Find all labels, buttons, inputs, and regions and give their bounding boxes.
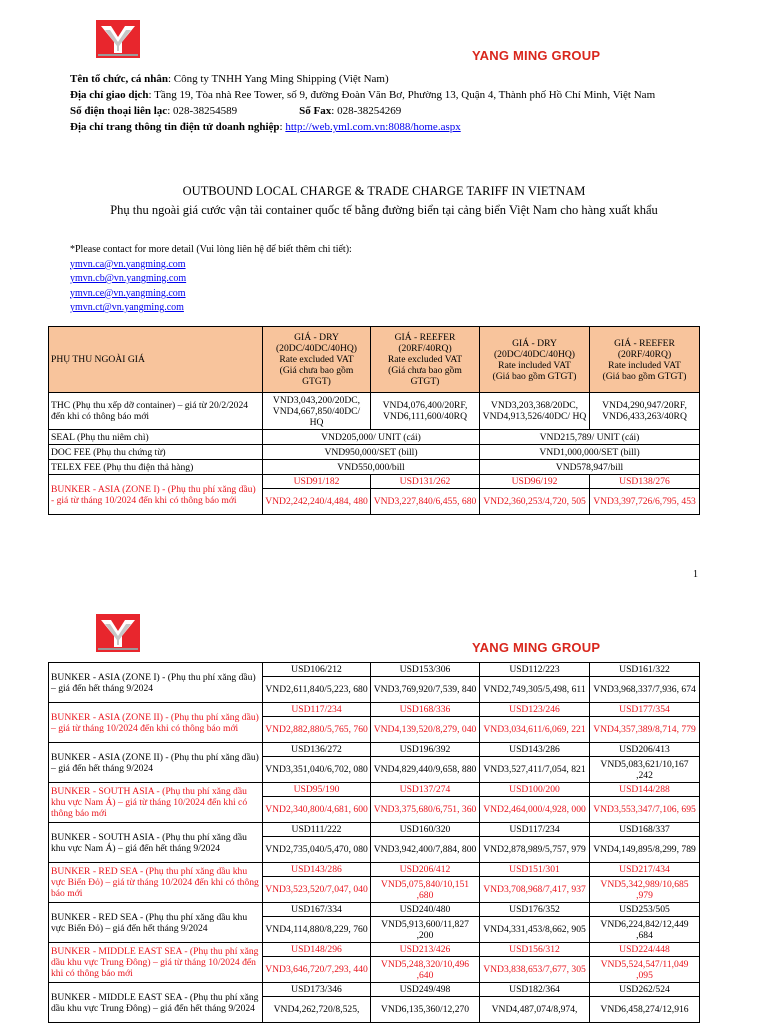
title-english: OUTBOUND LOCAL CHARGE & TRADE CHARGE TARIFF IN VIETNAM <box>182 184 586 198</box>
org-label: Tên tổ chức, cá nhân <box>70 73 168 85</box>
table-cell: USD143/286 <box>480 743 590 757</box>
table-cell: USD176/352 <box>480 903 590 917</box>
table-cell: VND3,034,611/6,069, 221 <box>480 717 590 743</box>
table-cell: USD167/334 <box>263 903 371 917</box>
table-cell: USD156/312 <box>480 943 590 957</box>
row-label: BUNKER - MIDDLE EAST SEA - (Phụ thu phí xăng dầu khu vực Trung Đông) – giá từ tháng 10/2024 đến khi có thông báo mới <box>49 943 263 983</box>
table-row <box>49 475 700 489</box>
table-cell: USD249/498 <box>371 983 480 997</box>
table-cell: USD153/306 <box>371 663 480 677</box>
yang-ming-logo <box>96 614 140 652</box>
table-cell: USD177/354 <box>590 703 700 717</box>
yang-ming-logo <box>96 20 140 58</box>
table-row <box>49 823 700 837</box>
table-cell: USD161/322 <box>590 663 700 677</box>
table-cell: USD173/346 <box>263 983 371 997</box>
table-cell: USD117/234 <box>263 703 371 717</box>
row-label: BUNKER - RED SEA - (Phụ thu phí xăng dầu khu vực Biển Đỏ) – giá từ tháng 10/2024 đến khi có thông báo mới <box>49 863 263 903</box>
row-label: THC (Phụ thu xếp dỡ container) – giá từ 20/2/2024 đến khi có thông báo mới <box>49 393 263 430</box>
tariff-table-1 <box>48 326 700 515</box>
table-header-row <box>49 327 700 393</box>
table-cell: VND4,149,895/8,299, 789 <box>590 837 700 863</box>
table-cell: USD160/320 <box>371 823 480 837</box>
table-cell: USD213/426 <box>371 943 480 957</box>
table-cell: VND1,000,000/SET (bill) <box>480 445 700 460</box>
row-label: BUNKER - ASIA (ZONE II) - (Phụ thu phí xăng dầu) – giá từ tháng 10/2024 đến khi có thông báo mới <box>49 703 263 743</box>
table-row <box>49 430 700 445</box>
table-cell: USD217/434 <box>590 863 700 877</box>
website-row <box>70 119 655 135</box>
table-cell: VND3,527,411/7,054, 821 <box>480 757 590 783</box>
table-cell: USD137/274 <box>371 783 480 797</box>
table-cell: USD138/276 <box>590 475 700 489</box>
table-cell: USD224/448 <box>590 943 700 957</box>
column-header: GIÁ - REEFER (20RF/40RQ) Rate excluded VAT (Giá chưa bao gồm GTGT) <box>371 327 480 393</box>
table-cell: VND5,075,840/10,151 ,680 <box>371 877 480 903</box>
table-cell: VND2,749,305/5,498, 611 <box>480 677 590 703</box>
table-cell: USD206/412 <box>371 863 480 877</box>
table-cell: VND3,968,337/7,936, 674 <box>590 677 700 703</box>
table-cell: USD168/337 <box>590 823 700 837</box>
phone-value: : 028-38254589 <box>167 105 238 117</box>
email-link[interactable]: ymvn.ct@vn.yangming.com <box>70 302 184 313</box>
row-label: BUNKER - RED SEA - (Phụ thu phí xăng dầu khu vực Biển Đỏ) – giá đến hết tháng 9/2024 <box>49 903 263 943</box>
table-cell: VND3,838,653/7,677, 305 <box>480 957 590 983</box>
table-cell: VND2,360,253/4,720, 505 <box>480 489 590 515</box>
table-cell: VND950,000/SET (bill) <box>263 445 480 460</box>
table-cell: USD196/392 <box>371 743 480 757</box>
table-cell: USD206/413 <box>590 743 700 757</box>
address-row <box>70 87 655 103</box>
row-label: BUNKER - ASIA (ZONE II) - (Phụ thu phí xăng dầu) – giá đến hết tháng 9/2024 <box>49 743 263 783</box>
address-value: : Tầng 19, Tòa nhà Ree Tower, số 9, đường Đoàn Văn Bơ, Phường 13, Quận 4, Thành phố Hồ Chí Minh, Việt Nam <box>148 89 656 101</box>
row-label: BUNKER - MIDDLE EAST SEA - (Phụ thu phí xăng dầu khu vực Trung Đông) – giá đến hết tháng 9/2024 <box>49 983 263 1023</box>
table-cell: VND205,000/ UNIT (cái) <box>263 430 480 445</box>
table-cell: VND4,357,389/8,714, 779 <box>590 717 700 743</box>
table-cell: USD111/222 <box>263 823 371 837</box>
table-cell: USD182/364 <box>480 983 590 997</box>
tariff-table-2 <box>48 662 700 1023</box>
table-cell: USD100/200 <box>480 783 590 797</box>
table-cell: VND2,464,000/4,928, 000 <box>480 797 590 823</box>
row-label: BUNKER - ASIA (ZONE I) - (Phụ thu phí xăng dầu) – giá đến hết tháng 9/2024 <box>49 663 263 703</box>
column-header: PHỤ THU NGOÀI GIÁ <box>49 327 263 393</box>
table-cell: VND550,000/bill <box>263 460 480 475</box>
page-number: 1 <box>693 569 698 580</box>
table-cell: USD262/524 <box>590 983 700 997</box>
table-row <box>49 783 700 797</box>
table-cell: VND3,397,726/6,795, 453 <box>590 489 700 515</box>
table-cell: VND6,224,842/12,449 ,684 <box>590 917 700 943</box>
table-cell: USD148/296 <box>263 943 371 957</box>
row-label: BUNKER - SOUTH ASIA - (Phụ thu phí xăng dầu khu vực Nam Á) – giá từ tháng 10/2024 đến khi có thông báo mới <box>49 783 263 823</box>
table-cell: VND5,248,320/10,496 ,640 <box>371 957 480 983</box>
website-sep: : <box>279 121 286 133</box>
contact-block <box>70 243 352 316</box>
table-row <box>49 663 700 677</box>
table-cell: VND4,487,074/8,974, <box>480 997 590 1023</box>
table-cell: VND215,789/ UNIT (cái) <box>480 430 700 445</box>
table-cell: USD136/272 <box>263 743 371 757</box>
table-cell: VND4,290,947/20RF, VND6,433,263/40RQ <box>590 393 700 430</box>
table-row <box>49 943 700 957</box>
table-row <box>49 445 700 460</box>
table-cell: VND2,340,800/4,681, 600 <box>263 797 371 823</box>
website-link[interactable]: http://web.yml.com.vn:8088/home.aspx <box>285 121 461 133</box>
table-cell: VND2,242,240/4,484, 480 <box>263 489 371 515</box>
column-header: GIÁ - REEFER (20RF/40RQ) Rate included VAT (Giá bao gồm GTGT) <box>590 327 700 393</box>
table-row <box>49 903 700 917</box>
table-cell: VND6,458,274/12,916 <box>590 997 700 1023</box>
table-row <box>49 743 700 757</box>
website-label: Địa chỉ trang thông tin điện tử doanh nghiệp <box>70 121 280 133</box>
row-label: BUNKER - SOUTH ASIA - (Phụ thu phí xăng dầu khu vực Nam Á) – giá đến hết tháng 9/2024 <box>49 823 263 863</box>
table-cell: VND4,139,520/8,279, 040 <box>371 717 480 743</box>
company-info <box>70 71 655 135</box>
table-cell: VND5,342,989/10,685 ,979 <box>590 877 700 903</box>
email-link[interactable]: ymvn.cb@vn.yangming.com <box>70 273 187 284</box>
fax-value: : 028-38254269 <box>331 105 402 117</box>
column-header: GIÁ - DRY (20DC/40DC/40HQ) Rate excluded VAT (Giá chưa bao gồm GTGT) <box>263 327 371 393</box>
table-cell: VND2,878,989/5,757, 979 <box>480 837 590 863</box>
table-cell: VND3,043,200/20DC, VND4,667,850/40DC/ HQ <box>263 393 371 430</box>
brand-name: YANG MING GROUP <box>472 640 601 655</box>
table-cell: VND6,135,360/12,270 <box>371 997 480 1023</box>
table-row <box>49 460 700 475</box>
table-cell: VND3,553,347/7,106, 695 <box>590 797 700 823</box>
table-cell: USD112/223 <box>480 663 590 677</box>
brand-name: YANG MING GROUP <box>472 48 601 63</box>
table-cell: VND5,083,621/10,167 ,242 <box>590 757 700 783</box>
phone-label: Số điện thoại liên lạc <box>70 105 168 117</box>
email-link[interactable]: ymvn.ca@vn.yangming.com <box>70 258 186 270</box>
table-cell: VND4,331,453/8,662, 905 <box>480 917 590 943</box>
table-cell: USD96/192 <box>480 475 590 489</box>
table-cell: VND578,947/bill <box>480 460 700 475</box>
table-cell: USD143/286 <box>263 863 371 877</box>
row-label: TELEX FEE (Phụ thu điện thả hàng) <box>49 460 263 475</box>
table-cell: VND3,203,368/20DC, VND4,913,526/40DC/ HQ <box>480 393 590 430</box>
table-cell: USD123/246 <box>480 703 590 717</box>
table-cell: USD91/182 <box>263 475 371 489</box>
table-cell: VND3,646,720/7,293, 440 <box>263 957 371 983</box>
table-cell: VND4,114,880/8,229, 760 <box>263 917 371 943</box>
phone-fax-row <box>70 103 655 119</box>
table-cell: USD95/190 <box>263 783 371 797</box>
table-cell: USD144/288 <box>590 783 700 797</box>
row-label: BUNKER - ASIA (ZONE I) - (Phụ thu phí xăng dầu) - giá từ tháng 10/2024 đến khi có thông báo mới <box>49 475 263 515</box>
table-cell: VND4,076,400/20RF, VND6,111,600/40RQ <box>371 393 480 430</box>
table-cell: VND3,708,968/7,417, 937 <box>480 877 590 903</box>
row-label: DOC FEE (Phụ thu chứng từ) <box>49 445 263 460</box>
column-header: GIÁ - DRY (20DC/40DC/40HQ) Rate included VAT (Giá bao gồm GTGT) <box>480 327 590 393</box>
table-cell: VND2,735,040/5,470, 080 <box>263 837 371 863</box>
fax-label: Số Fax <box>299 105 332 117</box>
table-cell: VND3,523,520/7,047, 040 <box>263 877 371 903</box>
table-cell: USD106/212 <box>263 663 371 677</box>
table-cell: USD168/336 <box>371 703 480 717</box>
table-row <box>49 393 700 430</box>
table-cell: VND2,882,880/5,765, 760 <box>263 717 371 743</box>
table-cell: VND5,913,600/11,827 ,200 <box>371 917 480 943</box>
org-row <box>70 71 655 87</box>
table-cell: VND4,829,440/9,658, 880 <box>371 757 480 783</box>
email-link[interactable]: ymvn.ce@vn.yangming.com <box>70 287 186 299</box>
org-value: : Công ty TNHH Yang Ming Shipping (Việt Nam) <box>167 73 389 85</box>
table-row <box>49 983 700 997</box>
table-cell: USD253/505 <box>590 903 700 917</box>
table-cell: USD131/262 <box>371 475 480 489</box>
table-cell: VND3,375,680/6,751, 360 <box>371 797 480 823</box>
row-label: SEAL (Phụ thu niêm chì) <box>49 430 263 445</box>
table-cell: USD151/301 <box>480 863 590 877</box>
table-cell: VND3,769,920/7,539, 840 <box>371 677 480 703</box>
address-label: Địa chỉ giao dịch <box>70 89 149 101</box>
table-cell: VND4,262,720/8,525, <box>263 997 371 1023</box>
table-row <box>49 863 700 877</box>
title-vietnamese: Phụ thu ngoài giá cước vận tải container quốc tế bằng đường biển tại cảng biển Việt Nam cho hàng xuất khẩu <box>110 203 658 217</box>
table-row <box>49 703 700 717</box>
table-cell: USD117/234 <box>480 823 590 837</box>
table-cell: VND2,611,840/5,223, 680 <box>263 677 371 703</box>
table-cell: VND3,227,840/6,455, 680 <box>371 489 480 515</box>
table-cell: VND5,524,547/11,049 ,095 <box>590 957 700 983</box>
table-cell: VND3,351,040/6,702, 080 <box>263 757 371 783</box>
table-cell: VND3,942,400/7,884, 800 <box>371 837 480 863</box>
table-cell: USD240/480 <box>371 903 480 917</box>
contact-note: *Please contact for more detail (Vui lòng liên hệ để biết thêm chi tiết): <box>70 244 352 255</box>
